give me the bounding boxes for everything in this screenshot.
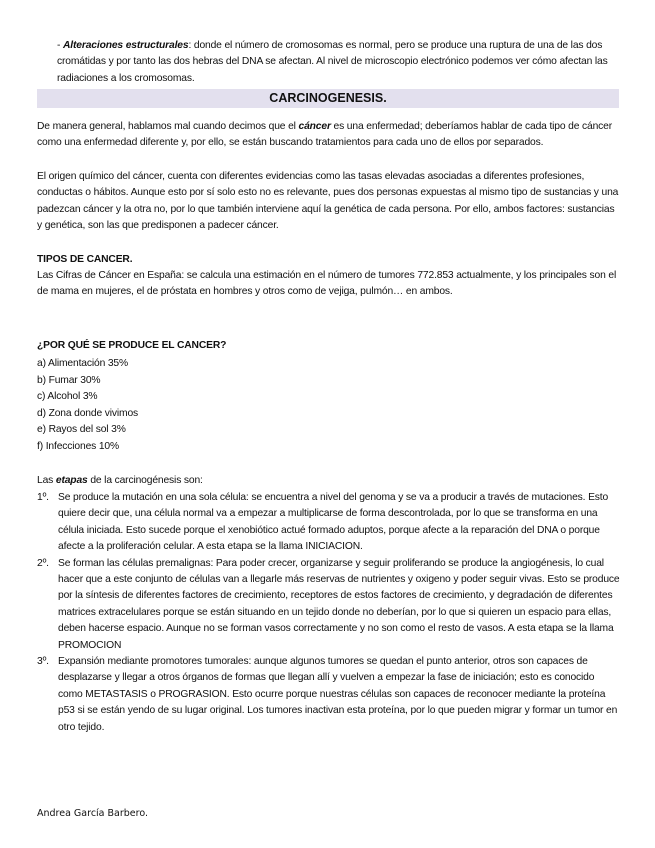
causes-title: ¿POR QUÉ SE PRODUCE EL CANCER? xyxy=(37,340,227,351)
list-item: c) Alcohol 3% xyxy=(37,391,98,403)
stage-item xyxy=(37,556,621,654)
stage-text: Expansión mediante promotores tumorales: aunque algunos tumores se quedan el punto anterior, otros son capaces de desplazarse y llegar a otros órganos de formas que llegan allí y vuelven a empezar la fase de iniciación; esto es conocido como METASTASIS o PROGRASION. Esto ocurre porque nuestras células son capaces de reconocer mediante la proteína p53 si se están yendo de su lugar original. Los tumores inactivan esta proteína, por lo que pueden migrar y formar un tumor en otro tejido. xyxy=(58,656,618,733)
paragraph-origin: El origen químico del cáncer, cuenta con diferentes evidencias como las tasas elevadas asociadas a diferentes profesiones, conductas o hábitos. Aunque esto por sí solo esto no es relevante, pues dos personas expuestas al mismo tipo de sustancias y una padezcan cáncer y la otra no, por lo que también interviene aquí la genética de cada persona. Por ello, ambos factores: sustancias y genética, son las que predisponen a padecer cáncer. xyxy=(37,171,619,232)
stage-item xyxy=(37,490,621,556)
author-signature: Andrea García Barbero. xyxy=(37,808,148,819)
stage-number: 3º. xyxy=(37,656,49,668)
tipos-text: Las Cifras de Cáncer en España: se calcula una estimación en el número de tumores 772.853 actualmente, y los principales son el de mama en mujeres, el de próstata en hombres y otros como de vejiga, pulmón… en ambos. xyxy=(37,270,617,298)
stage-text: Se forman las células premalignas: Para poder crecer, organizarse y seguir proliferando se produce la angiogénesis, lo cual hacer que a este conjunto de células van a llegarle más reservas de nutrientes y oxigeno y poder seguir vivas. Esto se produce por la síntesis de diferentes factores de crecimiento, receptores de estos factores de crecimiento, y degradación de diferentes matrices extracelulares porque se están situando en un tejido donde no deberían, por lo que si quieren un espacio para ellas, deben hacerse espacio. Aunque no se forman vasos correctamente y no son como el resto de vasos. A esta etapa se la llama PROMOCION xyxy=(58,557,620,651)
causes-list xyxy=(37,356,621,456)
etapas-term: etapas xyxy=(55,475,88,486)
list-item: e) Rayos del sol 3% xyxy=(37,424,126,436)
list-item: b) Fumar 30% xyxy=(37,374,101,386)
stage-number: 2º. xyxy=(37,557,49,569)
intro-paragraph xyxy=(57,38,621,87)
section-heading: CARCINOGENESIS. xyxy=(37,89,619,108)
intro-text: : donde el número de cromosomas es normal, pero se produce una ruptura de una de las dos cromátidas y por tanto las dos hebras del DNA se afectan. Al nivel de microscopio electrónico podemos ver cómo afectan las radiaciones a los cromosomas. xyxy=(57,40,608,84)
paragraph-definition xyxy=(37,119,621,152)
paragraph-definition-end: es una enfermedad; deberíamos hablar de cada tipo de cáncer como una enfermedad diferente y, por ello, se están buscando tratamientos para cada uno de ellos por separados. xyxy=(37,121,613,149)
list-item: f) Infecciones 10% xyxy=(37,440,120,452)
intro-dash: - xyxy=(57,40,61,51)
stage-item xyxy=(37,654,621,736)
intro-term: Alteraciones estructurales xyxy=(63,40,189,51)
stage-text: Se produce la mutación en una sola célula: se encuentra a nivel del genoma y se va a producir a través de mutaciones. Esto quiere decir que, una célula normal va a empezar a multiplicarse de forma descontrolada, por lo que se transforma en una célula iniciada. Esto sucede porque el xenobiótico actué formado aduptos, porque afecte a la reparación del DNA o porque afecte a la proliferación celular. A esta etapa se la llama INICIACION. xyxy=(58,492,609,553)
paragraph-definition-start: De manera general, hablamos mal cuando decimos que el xyxy=(37,121,299,132)
etapas-intro-start: Las xyxy=(37,475,56,486)
etapas-intro xyxy=(37,473,621,489)
list-item: d) Zona donde vivimos xyxy=(37,407,139,419)
tipos-title: TIPOS DE CANCER. xyxy=(37,254,133,265)
list-item: a) Alimentación 35% xyxy=(37,358,129,369)
stage-number: 1º. xyxy=(37,492,49,503)
cancer-term: cáncer xyxy=(298,121,331,132)
stages-list xyxy=(37,490,621,736)
etapas-intro-end: de la carcinogénesis son: xyxy=(87,475,203,486)
